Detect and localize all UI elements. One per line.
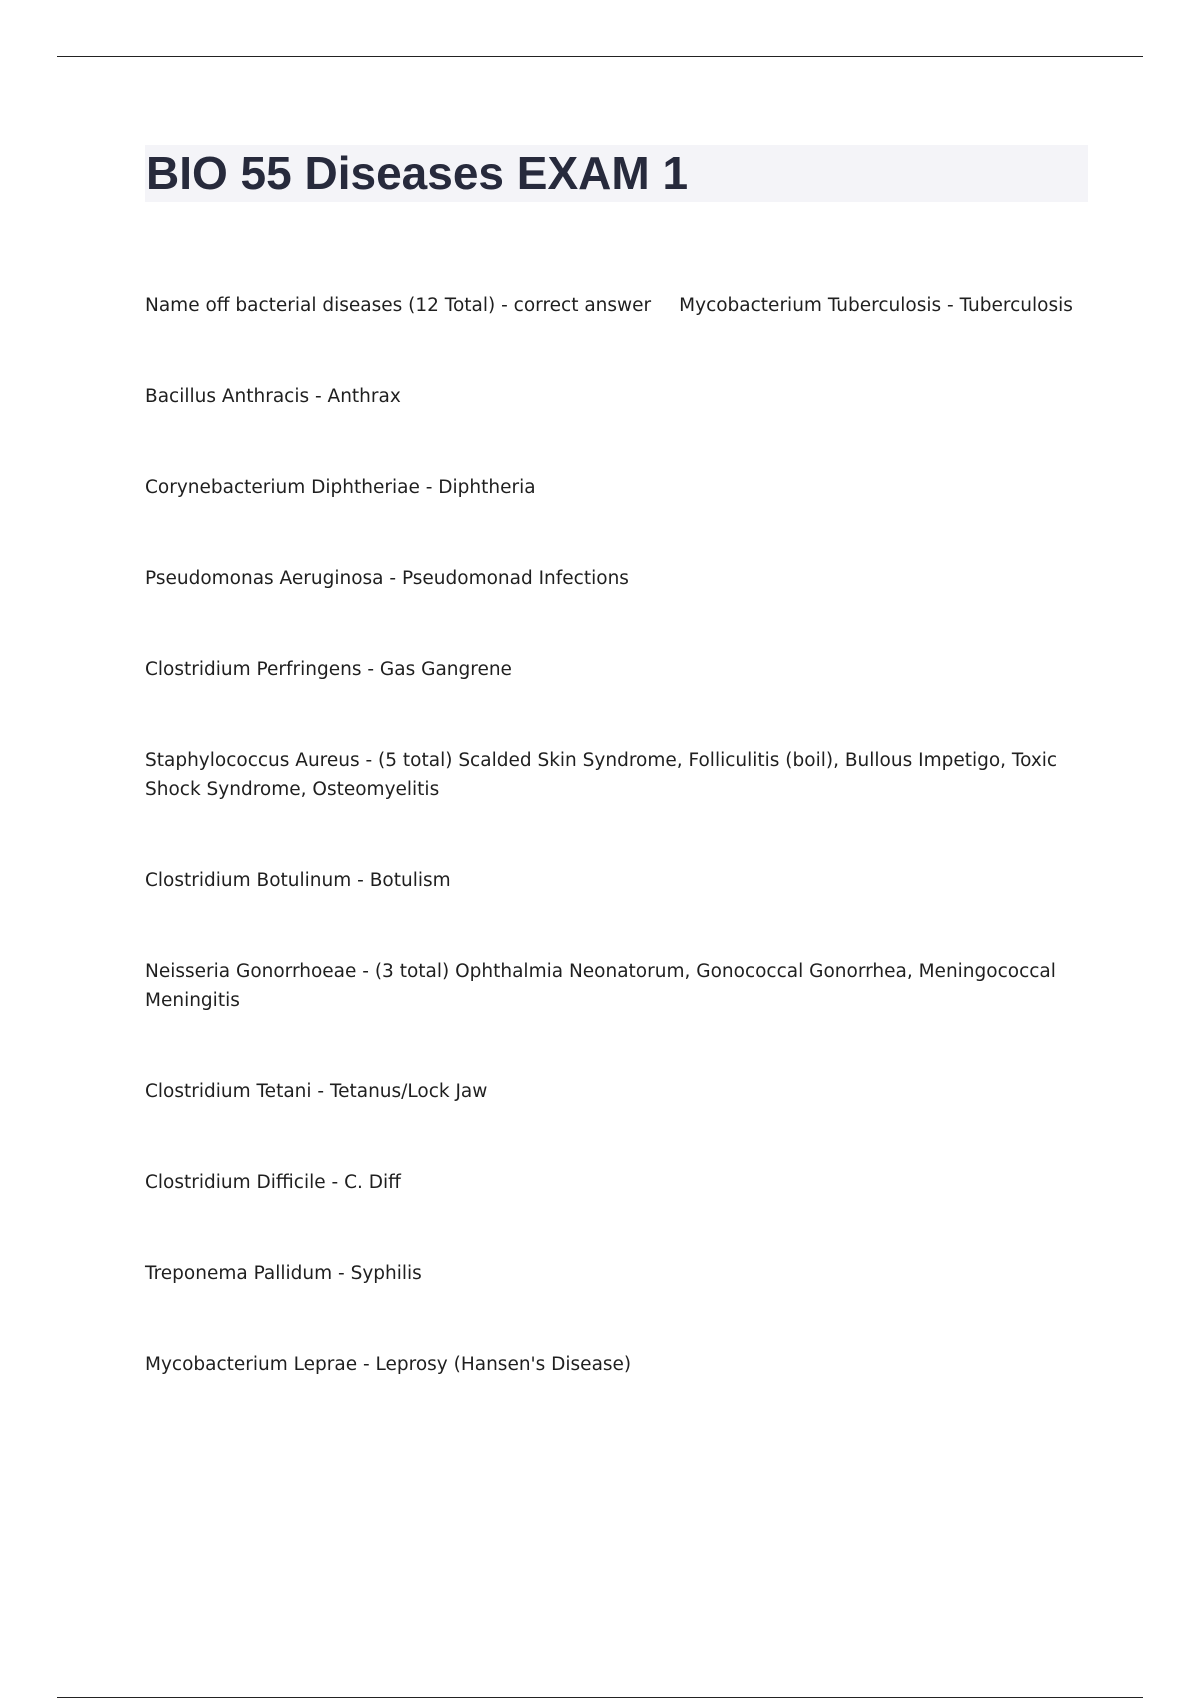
answer-entry: Clostridium Perfringens - Gas Gangrene (145, 659, 512, 680)
answer-entry: Clostridium Difficile - C. Diff (145, 1172, 401, 1193)
question-entry (145, 291, 1095, 320)
answer-entry: Treponema Pallidum - Syphilis (145, 1263, 422, 1284)
answer-entry: Neisseria Gonorrhoeae - (3 total) Ophthalmia Neonatorum, Gonococcal Gonorrhea, Meningococcal Meningitis (145, 961, 1056, 1011)
bottom-rule (57, 1697, 1143, 1698)
top-rule (57, 56, 1143, 57)
question-first-answer: Mycobacterium Tuberculosis - Tuberculosis (679, 295, 1073, 316)
answer-entry: Staphylococcus Aureus - (5 total) Scalded Skin Syndrome, Folliculitis (boil), Bullous Impetigo, Toxic Shock Syndrome, Osteomyelitis (145, 750, 1058, 800)
page-title: BIO 55 Diseases EXAM 1 (146, 147, 689, 199)
answer-entry: Corynebacterium Diphtheriae - Diphtheria (145, 477, 536, 498)
answer-entry: Clostridium Tetani - Tetanus/Lock Jaw (145, 1081, 488, 1102)
answer-entry: Clostridium Botulinum - Botulism (145, 870, 451, 891)
answer-entry: Pseudomonas Aeruginosa - Pseudomonad Infections (145, 568, 629, 589)
answer-entry: Bacillus Anthracis - Anthrax (145, 386, 401, 407)
question-label: Name off bacterial diseases (12 Total) - correct answer (145, 295, 652, 316)
answer-entry: Mycobacterium Leprae - Leprosy (Hansen's Disease) (145, 1354, 632, 1375)
